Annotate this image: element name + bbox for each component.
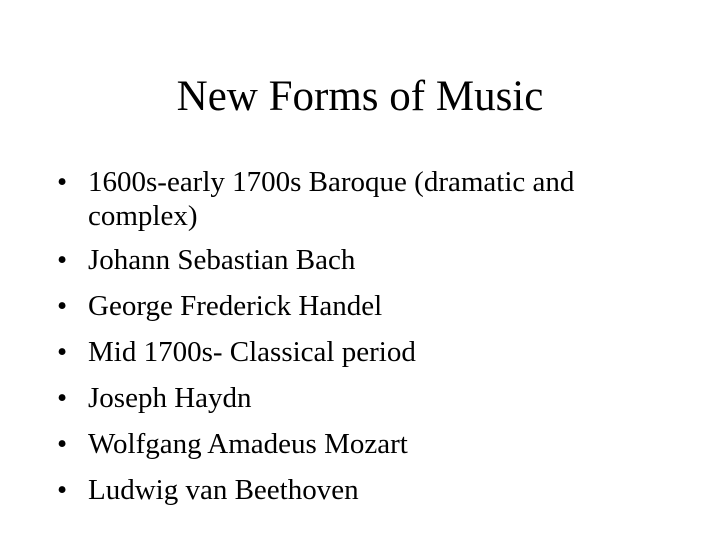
bullet-marker: • <box>57 244 68 276</box>
bullet-marker: • <box>57 382 68 414</box>
bullet-item <box>57 335 677 369</box>
bullet-list <box>57 165 677 519</box>
bullet-text: 1600s-early 1700s Baroque (dramatic and complex) <box>88 166 575 232</box>
bullet-item <box>57 473 677 507</box>
bullet-text: Ludwig van Beethoven <box>88 474 359 506</box>
bullet-item <box>57 289 677 323</box>
bullet-marker: • <box>57 428 68 460</box>
slide-title: New Forms of Music <box>176 73 544 120</box>
bullet-item <box>57 165 677 233</box>
bullet-text: Mid 1700s- Classical period <box>88 336 416 368</box>
bullet-marker: • <box>57 474 68 506</box>
bullet-marker: • <box>57 290 68 322</box>
bullet-text: Johann Sebastian Bach <box>88 244 356 276</box>
bullet-text: Joseph Haydn <box>88 382 252 414</box>
bullet-marker: • <box>57 166 68 198</box>
bullet-item <box>57 427 677 461</box>
bullet-text: George Frederick Handel <box>88 290 383 322</box>
bullet-marker: • <box>57 336 68 368</box>
bullet-text: Wolfgang Amadeus Mozart <box>88 428 408 460</box>
bullet-item <box>57 381 677 415</box>
bullet-item <box>57 243 677 277</box>
